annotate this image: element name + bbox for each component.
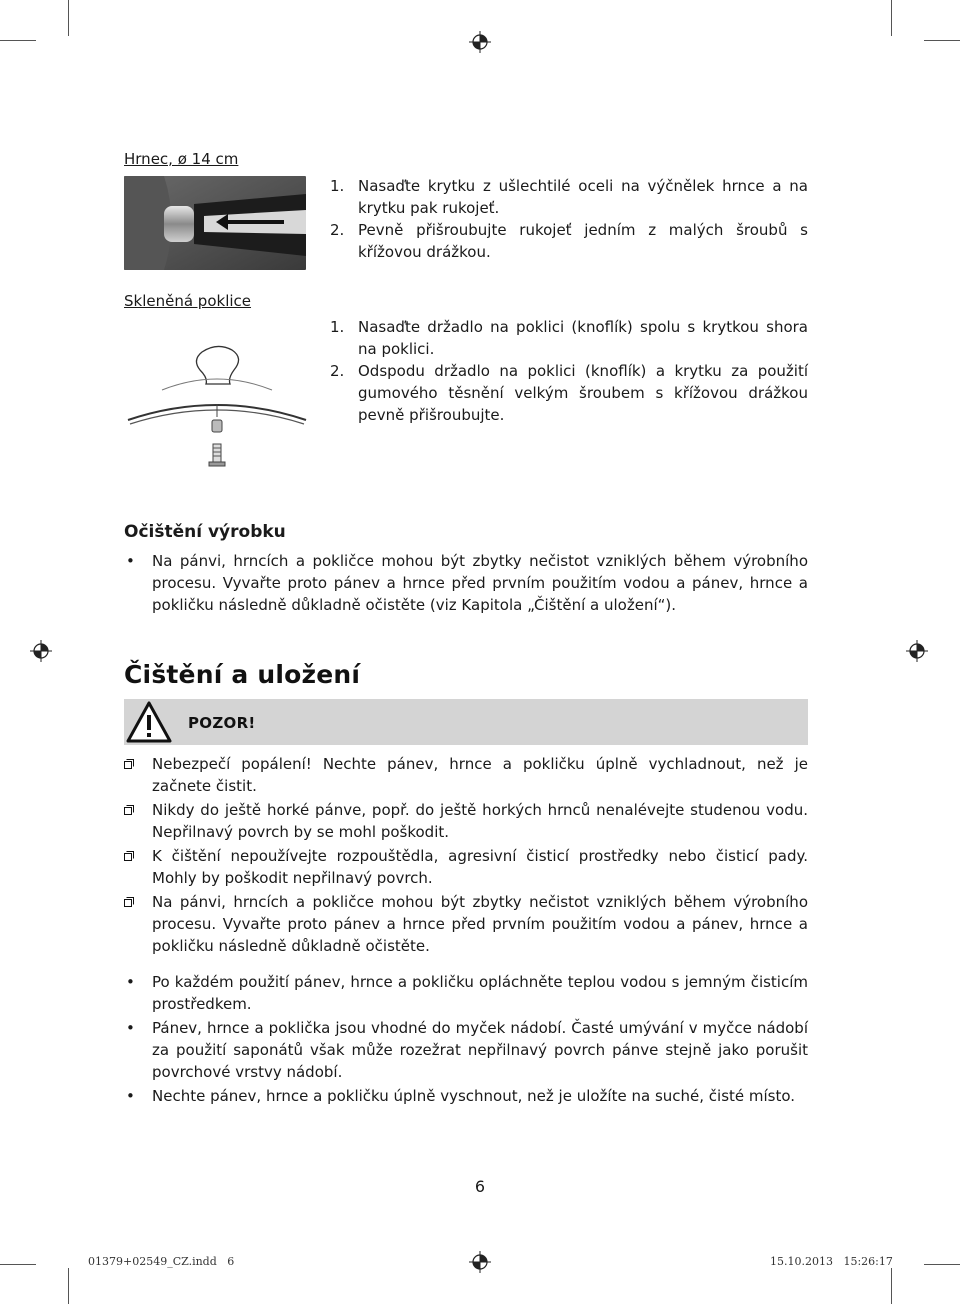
list-item [124,1017,808,1083]
crop-mark [924,1264,960,1265]
lid-assembly-illustration [122,320,312,480]
step-text: Pevně přišroubujte rukojeť jedním z malých šroubů s křížovou drážkou. [358,221,808,261]
lid-heading: Skleněná poklice [124,292,252,310]
cleaning-storage-heading: Čištění a uložení [124,660,361,689]
list-item-text: Po každém použití pánev, hrnce a pokličku opláchněte teplou vodou s jemným čisticím prostředkem. [152,973,808,1013]
list-item [330,175,808,219]
step-text: Nasaďte krytku z ušlechtilé oceli na výčnělek hrnce a na krytku pak rukojeť. [358,177,808,217]
list-item-text: Pánev, hrnce a poklička jsou vhodné do myček nádobí. Časté umývání v myčce nádobí za použití saponátů však může rozežrat nepřilnavý povrch pánve stejně jako porušit povrchové vrstvy nádobí. [152,1019,808,1081]
crop-mark [924,40,960,41]
list-item [124,891,808,957]
checkbox-bullet-icon [124,897,134,907]
list-item [124,971,808,1015]
list-item-text: Nebezpečí popálení! Nechte pánev, hrnce a pokličku úplně vychladnout, než je začnete čistit. [152,755,808,795]
list-item [124,799,808,843]
list-item [330,360,808,426]
list-item-text: Nikdy do ještě horké pánve, popř. do ještě horkých hrnců nenalévejte studenou vodu. Nepřilnavý povrch by se mohl poškodit. [152,801,808,841]
bullet: • [126,1087,135,1105]
crop-mark [0,1264,36,1265]
list-item-text: K čištění nepoužívejte rozpouštědla, agresivní čisticí prostředky nebo čisticí pady. Mohly by poškodit nepřilnavý povrch. [152,847,808,887]
bullet: • [126,1019,135,1037]
warning-list [124,753,808,959]
lid-steps [330,316,808,426]
list-item-text: Na pánvi, hrncích a pokličce mohou být zbytky nečistot vzniklých během výrobního procesu. Vyvařte proto pánev a hrnce před prvním použitím vodou a pánev, hrnce a pokličku následně důkladně očistěte. [152,893,808,955]
list-item [124,550,808,616]
step-text: Odspodu držadlo na poklici (knoflík) a krytku za použití gumového těsnění velkým šroubem s křížovou drážkou pevně přišroubujte. [358,362,808,424]
step-number: 2. [330,362,345,380]
list-item [124,753,808,797]
registration-mark-icon [469,31,491,53]
timestamp: 15.10.2013 15:26:17 [770,1255,893,1268]
crop-mark [68,1268,69,1304]
list-item-text: Na pánvi, hrncích a pokličce mohou být zbytky nečistot vzniklých během výrobního procesu. Vyvařte proto pánev a hrnce před prvním použitím vodou a pánev, hrnce a pokličku následně důkladně očistěte (viz Kapitola „Čištění a uložení“). [152,552,808,614]
warning-triangle-icon [126,701,172,743]
pot-steps [330,175,808,263]
cleaning-product-heading: Očištění výrobku [124,522,286,542]
crop-mark [68,0,69,36]
list-item [330,316,808,360]
registration-mark-icon [30,640,52,662]
page-number: 6 [474,1177,486,1196]
list-item [330,219,808,263]
bullet: • [126,973,135,991]
checkbox-bullet-icon [124,851,134,861]
bullet: • [126,552,135,570]
checkbox-bullet-icon [124,805,134,815]
cleaning-product-list [124,550,808,618]
step-text: Nasaďte držadlo na poklici (knoflík) spolu s krytkou shora na poklici. [358,318,808,358]
pot-handle-photo [124,176,306,270]
list-item [124,1085,808,1107]
warning-label: POZOR! [188,714,256,732]
crop-mark [891,1268,892,1304]
cleaning-storage-list [124,971,808,1109]
registration-mark-icon [469,1251,491,1273]
registration-mark-icon [906,640,928,662]
pot-heading: Hrnec, ø 14 cm [124,150,239,168]
step-number: 1. [330,177,345,195]
file-name: 01379+02549_CZ.indd 6 [88,1255,235,1268]
step-number: 1. [330,318,345,336]
crop-mark [0,40,36,41]
warning-bar [124,699,808,745]
list-item-text: Nechte pánev, hrnce a pokličku úplně vyschnout, než je uložíte na suché, čisté místo. [152,1087,796,1105]
crop-mark [891,0,892,36]
checkbox-bullet-icon [124,759,134,769]
list-item [124,845,808,889]
step-number: 2. [330,221,345,239]
